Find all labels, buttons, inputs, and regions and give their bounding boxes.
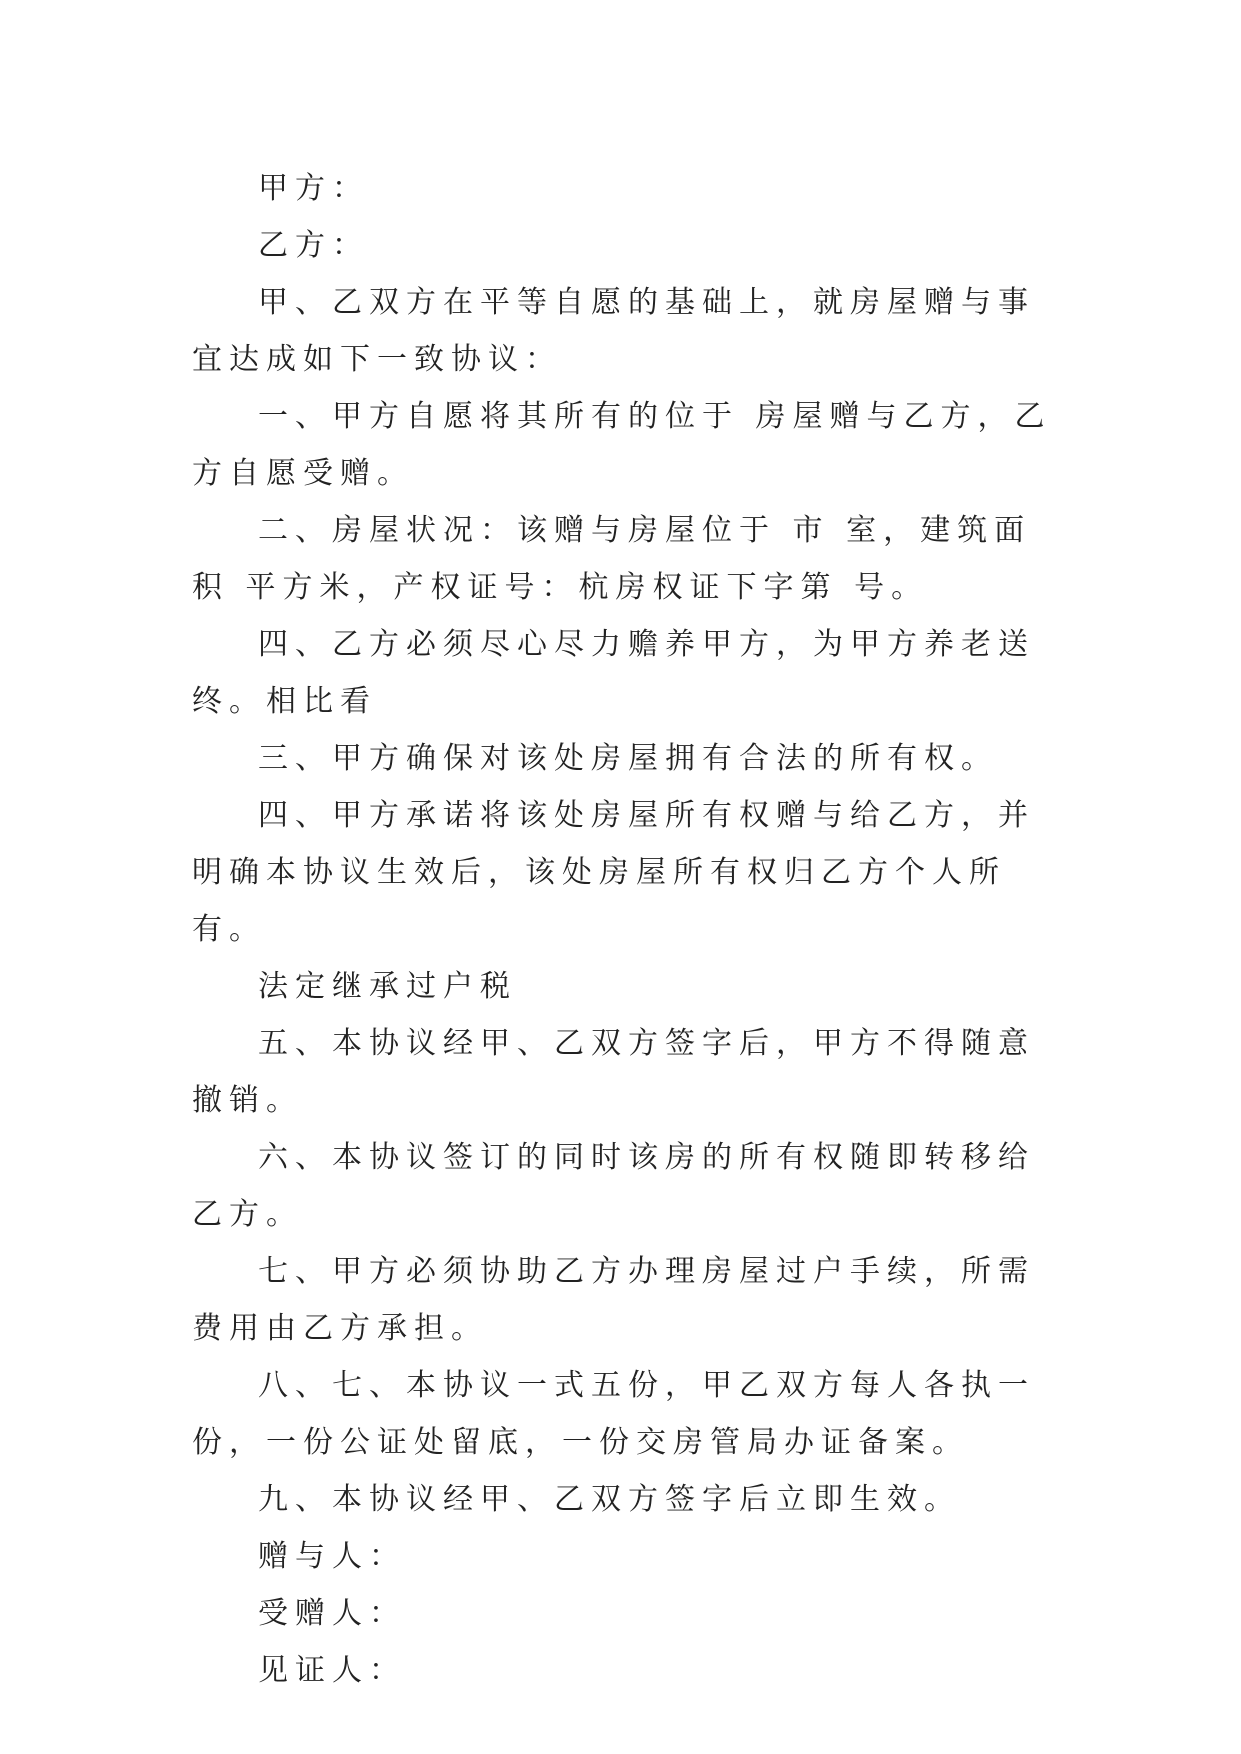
clause-9: 九、本协议经甲、乙双方签字后立即生效。 [258,1482,961,1517]
clause-7: 七、甲方必须协助乙方办理房屋过户手续，所需费用由乙方承担。 [192,1254,1035,1346]
clause-1: 一、甲方自愿将其所有的位于 房屋赠与乙方，乙方自愿受赠。 [192,399,1052,491]
donor-signature-line: 赠与人： [258,1539,406,1574]
party-b-line: 乙方： [258,228,369,263]
clause-6: 六、本协议签订的同时该房的所有权随即转移给乙方。 [192,1140,1035,1232]
note-line: 法定继承过户税 [258,969,517,1004]
party-a-line: 甲方： [258,171,369,206]
clause-4-ownership: 四、甲方承诺将该处房屋所有权赠与给乙方，并明确本协议生效后，该处房屋所有权归乙方个人所有。 [192,798,1035,947]
donee-signature-line: 受赠人： [258,1596,406,1631]
clause-8: 八、七、本协议一式五份，甲乙双方每人各执一份，一份公证处留底，一份交房管局办证备案。 [192,1368,1035,1460]
clause-4-support: 四、乙方必须尽心尽力赡养甲方，为甲方养老送终。相比看 [192,627,1035,719]
preamble-paragraph: 甲、乙双方在平等自愿的基础上，就房屋赠与事宜达成如下一致协议： [192,285,1035,377]
document-body [192,160,1056,1699]
clause-5: 五、本协议经甲、乙双方签字后，甲方不得随意撤销。 [192,1026,1035,1118]
clause-2: 二、房屋状况：该赠与房屋位于 市 室，建筑面积 平方米，产权证号：杭房权证下字第 号。 [192,513,1032,605]
clause-3: 三、甲方确保对该处房屋拥有合法的所有权。 [258,741,998,776]
witness-signature-line: 见证人： [258,1653,406,1688]
